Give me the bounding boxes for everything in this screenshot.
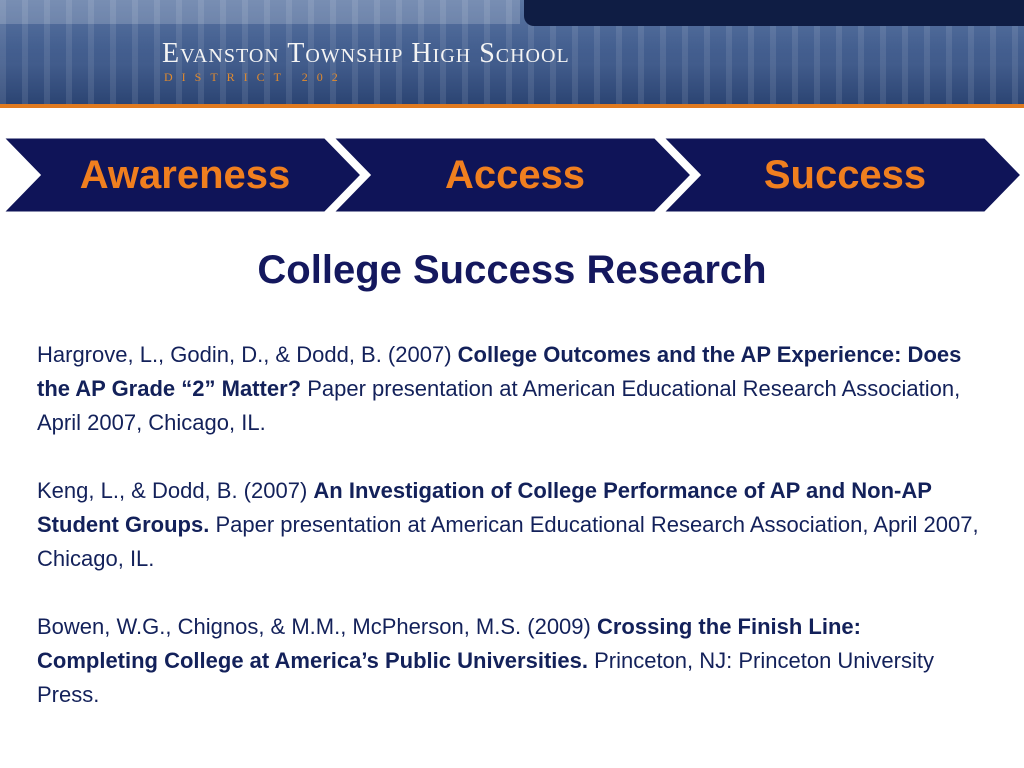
step-access-label: Access: [444, 153, 586, 197]
step-success-label: Success: [763, 153, 927, 197]
reference-item: [37, 338, 987, 440]
page-title: College Success Research: [257, 248, 767, 292]
reference-list: [37, 338, 987, 746]
banner-navy-tab: [524, 0, 1024, 26]
reference-publication: Paper presentation at American Educational Research Association, April 2007, Chicago, IL.: [37, 376, 961, 435]
header-banner: [0, 0, 1024, 108]
reference-authors: Bowen, W.G., Chignos, & M.M., McPherson, M.S. (2009): [37, 614, 597, 639]
reference-authors: Hargrove, L., Godin, D., & Dodd, B. (2007): [37, 342, 458, 367]
reference-authors: Keng, L., & Dodd, B. (2007): [37, 478, 314, 503]
reference-publication: Paper presentation at American Educational Research Association, April 2007, Chicago, IL.: [37, 512, 979, 571]
banner-divider: [0, 104, 1024, 108]
reference-item: [37, 474, 987, 576]
process-bar: [0, 137, 1024, 213]
school-name: Evanston Township High School: [162, 38, 570, 69]
reference-work-title: An Investigation of College Performance of AP and Non-AP Student Groups.: [37, 478, 932, 537]
reference-work-title: Crossing the Finish Line: Completing College at America’s Public Universities.: [37, 614, 861, 673]
school-district: DISTRICT 202: [164, 70, 347, 84]
reference-item: [37, 610, 987, 712]
reference-work-title: College Outcomes and the AP Experience: Does the AP Grade “2” Matter?: [37, 342, 962, 401]
banner-top-bar: [0, 0, 520, 24]
step-awareness-label: Awareness: [79, 153, 291, 197]
reference-publication: Princeton, NJ: Princeton University Press.: [37, 648, 934, 707]
